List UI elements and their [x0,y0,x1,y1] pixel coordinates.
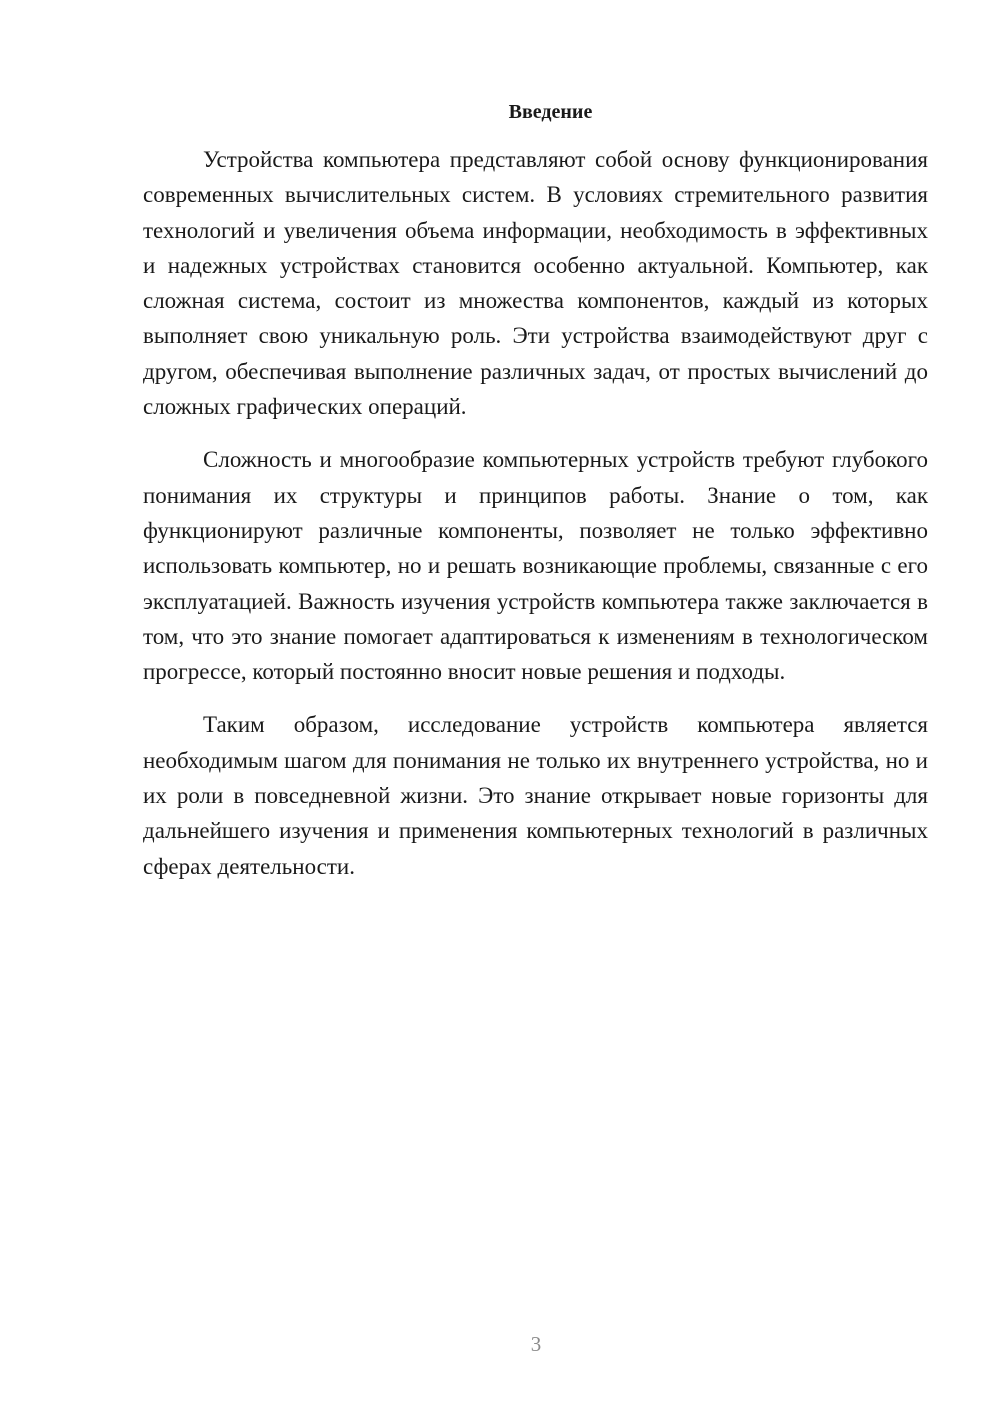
paragraph-3: Таким образом, исследование устройств компьютера является необходимым шагом для понимания не только их внутреннего устройства, но и их роли в повседневной жизни. Это знание открывает новые горизонты для дальнейшего изучения и применения компьютерных технологий в различных сферах деятельности. [143,712,928,879]
paragraph-1: Устройства компьютера представляют собой основу функционирования современных вычислительных систем. В условиях стремительного развития технологий и увеличения объема информации, необходимость в эффективных и надежных устройствах становится особенно актуальной. Компьютер, как сложная система, состоит из множества компонентов, каждый из которых выполняет свою уникальную роль. Эти устройства взаимодействуют друг с другом, обеспечивая выполнение различных задач, от простых вычислений до сложных графических операций. [143,147,928,420]
page-number: 3 [530,1332,542,1356]
body-text [143,142,928,902]
paragraph-2: Сложность и многообразие компьютерных устройств требуют глубокого понимания их структуры и принципов работы. Знание о том, как функционируют различные компоненты, позволяет не только эффективно использовать компьютер, но и решать возникающие проблемы, связанные с его эксплуатацией. Важность изучения устройств компьютера также заключается в том, что это знание помогает адаптироваться к изменениям в технологическом прогрессе, который постоянно вносит новые решения и подходы. [143,447,928,685]
section-heading: Введение [508,101,593,123]
